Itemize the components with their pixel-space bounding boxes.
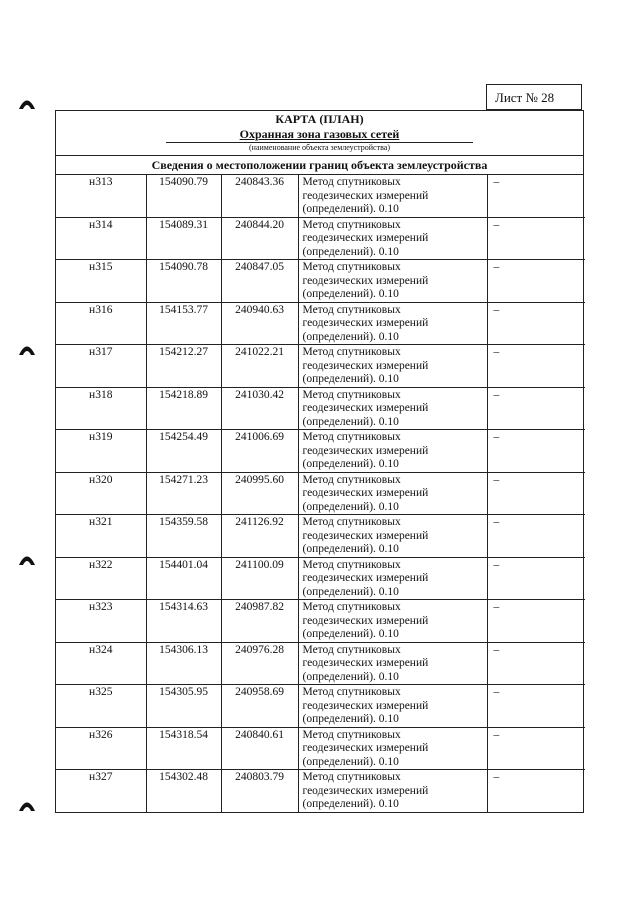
section-title: Сведения о местоположении границ объекта землеустройства: [56, 156, 583, 175]
table-row: [56, 727, 585, 770]
method-cell: [298, 472, 487, 515]
point-id-cell: н314: [56, 217, 146, 260]
note-cell: –: [487, 472, 585, 515]
method-line: геодезических измерений: [302, 784, 429, 797]
sheet-number: Лист № 28: [486, 84, 582, 110]
table-row: [56, 557, 585, 600]
method-cell: [298, 600, 487, 643]
method-cell: [298, 770, 487, 812]
table-row: [56, 770, 585, 812]
table-row: [56, 387, 585, 430]
method-line: Метод спутниковых: [302, 601, 401, 613]
document-header: [56, 111, 583, 156]
method-line: геодезических измерений: [302, 614, 429, 627]
note-cell: –: [487, 345, 585, 388]
method-line: геодезических измерений: [302, 444, 429, 457]
point-id-cell: н322: [56, 557, 146, 600]
method-line: (определений). 0.10: [302, 543, 399, 555]
method-line: геодезических измерений: [302, 572, 429, 584]
method-line: Метод спутниковых: [302, 516, 401, 528]
method-line: Метод спутниковых: [302, 303, 401, 316]
punch-hole-mark: [18, 96, 36, 110]
table-row: [56, 642, 585, 685]
method-cell: [298, 302, 487, 345]
method-line: (определений). 0.10: [302, 798, 399, 810]
method-line: геодезических измерений: [302, 699, 429, 712]
point-id-cell: н315: [56, 260, 146, 303]
method-line: (определений). 0.10: [302, 755, 399, 768]
method-line: Метод спутниковых: [302, 686, 401, 698]
method-cell: [298, 430, 487, 473]
method-cell: [298, 260, 487, 303]
coordinates-table: [56, 175, 585, 812]
method-line: (определений). 0.10: [302, 628, 399, 640]
method-line: геодезических измерений: [302, 189, 429, 202]
point-id-cell: н317: [56, 345, 146, 388]
y-coordinate-cell: 241100.09: [221, 557, 298, 600]
note-cell: –: [487, 557, 585, 600]
table-row: [56, 217, 585, 260]
table-row: [56, 302, 585, 345]
x-coordinate-cell: 154090.79: [146, 175, 221, 217]
method-cell: [298, 515, 487, 558]
method-line: геодезических измерений: [302, 317, 429, 329]
x-coordinate-cell: 154359.58: [146, 515, 221, 558]
punch-hole-mark: [18, 342, 36, 356]
note-cell: –: [487, 770, 585, 812]
method-cell: [298, 727, 487, 770]
x-coordinate-cell: 154090.78: [146, 260, 221, 303]
method-line: (определений). 0.10: [302, 373, 399, 385]
method-line: геодезических измерений: [302, 657, 429, 669]
method-line: геодезических измерений: [302, 742, 429, 754]
table-row: [56, 175, 585, 217]
method-line: (определений). 0.10: [302, 585, 399, 598]
method-line: геодезических измерений: [302, 529, 429, 542]
note-cell: –: [487, 727, 585, 770]
method-line: Метод спутниковых: [302, 388, 401, 401]
point-id-cell: н316: [56, 302, 146, 345]
note-cell: –: [487, 302, 585, 345]
y-coordinate-cell: 241022.21: [221, 345, 298, 388]
point-id-cell: н327: [56, 770, 146, 812]
y-coordinate-cell: 240958.69: [221, 685, 298, 728]
x-coordinate-cell: 154271.23: [146, 472, 221, 515]
y-coordinate-cell: 241030.42: [221, 387, 298, 430]
method-line: (определений). 0.10: [302, 288, 399, 300]
method-line: Метод спутниковых: [302, 473, 401, 486]
y-coordinate-cell: 240940.63: [221, 302, 298, 345]
x-coordinate-cell: 154153.77: [146, 302, 221, 345]
point-id-cell: н313: [56, 175, 146, 217]
method-line: Метод спутниковых: [302, 346, 401, 358]
method-line: (определений). 0.10: [302, 245, 399, 258]
x-coordinate-cell: 154305.95: [146, 685, 221, 728]
y-coordinate-cell: 241006.69: [221, 430, 298, 473]
y-coordinate-cell: 240976.28: [221, 642, 298, 685]
y-coordinate-cell: 240843.36: [221, 175, 298, 217]
method-line: (определений). 0.10: [302, 203, 399, 215]
method-line: Метод спутниковых: [302, 431, 401, 443]
object-name: Охранная зона газовых сетей: [239, 127, 400, 141]
punch-hole-mark: [18, 798, 36, 812]
y-coordinate-cell: 240844.20: [221, 217, 298, 260]
method-line: (определений). 0.10: [302, 713, 399, 725]
method-line: (определений). 0.10: [302, 330, 399, 343]
method-line: геодезических измерений: [302, 487, 429, 499]
point-id-cell: н319: [56, 430, 146, 473]
point-id-cell: н323: [56, 600, 146, 643]
method-line: Метод спутниковых: [302, 771, 401, 783]
y-coordinate-cell: 240840.61: [221, 727, 298, 770]
method-line: Метод спутниковых: [302, 261, 401, 273]
x-coordinate-cell: 154314.63: [146, 600, 221, 643]
point-id-cell: н320: [56, 472, 146, 515]
method-line: Метод спутниковых: [302, 176, 401, 188]
document-frame: [55, 110, 584, 813]
method-line: геодезических измерений: [302, 359, 429, 372]
point-id-cell: н318: [56, 387, 146, 430]
point-id-cell: н325: [56, 685, 146, 728]
document-title: КАРТА (ПЛАН): [275, 112, 364, 126]
method-cell: [298, 557, 487, 600]
note-cell: –: [487, 217, 585, 260]
y-coordinate-cell: 241126.92: [221, 515, 298, 558]
table-row: [56, 685, 585, 728]
x-coordinate-cell: 154218.89: [146, 387, 221, 430]
x-coordinate-cell: 154302.48: [146, 770, 221, 812]
note-cell: –: [487, 175, 585, 217]
x-coordinate-cell: 154318.54: [146, 727, 221, 770]
method-line: (определений). 0.10: [302, 458, 399, 470]
x-coordinate-cell: 154254.49: [146, 430, 221, 473]
table-row: [56, 515, 585, 558]
y-coordinate-cell: 240995.60: [221, 472, 298, 515]
method-cell: [298, 175, 487, 217]
method-cell: [298, 642, 487, 685]
table-row: [56, 430, 585, 473]
note-cell: –: [487, 387, 585, 430]
method-line: Метод спутниковых: [302, 728, 401, 741]
point-id-cell: н324: [56, 642, 146, 685]
method-cell: [298, 685, 487, 728]
method-cell: [298, 387, 487, 430]
y-coordinate-cell: 240987.82: [221, 600, 298, 643]
point-id-cell: н321: [56, 515, 146, 558]
table-row: [56, 345, 585, 388]
note-cell: –: [487, 430, 585, 473]
point-id-cell: н326: [56, 727, 146, 770]
note-cell: –: [487, 260, 585, 303]
method-line: Метод спутниковых: [302, 218, 401, 231]
method-line: геодезических измерений: [302, 232, 429, 244]
method-line: геодезических измерений: [302, 402, 429, 414]
method-line: (определений). 0.10: [302, 415, 399, 428]
note-cell: –: [487, 642, 585, 685]
method-line: (определений). 0.10: [302, 670, 399, 683]
table-row: [56, 600, 585, 643]
table-row: [56, 472, 585, 515]
method-cell: [298, 345, 487, 388]
x-coordinate-cell: 154089.31: [146, 217, 221, 260]
method-cell: [298, 217, 487, 260]
punch-hole-mark: [18, 552, 36, 566]
y-coordinate-cell: 240803.79: [221, 770, 298, 812]
note-cell: –: [487, 515, 585, 558]
method-line: Метод спутниковых: [302, 558, 401, 571]
method-line: Метод спутниковых: [302, 643, 401, 656]
table-row: [56, 260, 585, 303]
method-line: (определений). 0.10: [302, 500, 399, 513]
x-coordinate-cell: 154212.27: [146, 345, 221, 388]
x-coordinate-cell: 154401.04: [146, 557, 221, 600]
method-line: геодезических измерений: [302, 274, 429, 287]
y-coordinate-cell: 240847.05: [221, 260, 298, 303]
object-name-caption: (наименование объекта землеустройства): [166, 142, 473, 153]
x-coordinate-cell: 154306.13: [146, 642, 221, 685]
note-cell: –: [487, 600, 585, 643]
note-cell: –: [487, 685, 585, 728]
